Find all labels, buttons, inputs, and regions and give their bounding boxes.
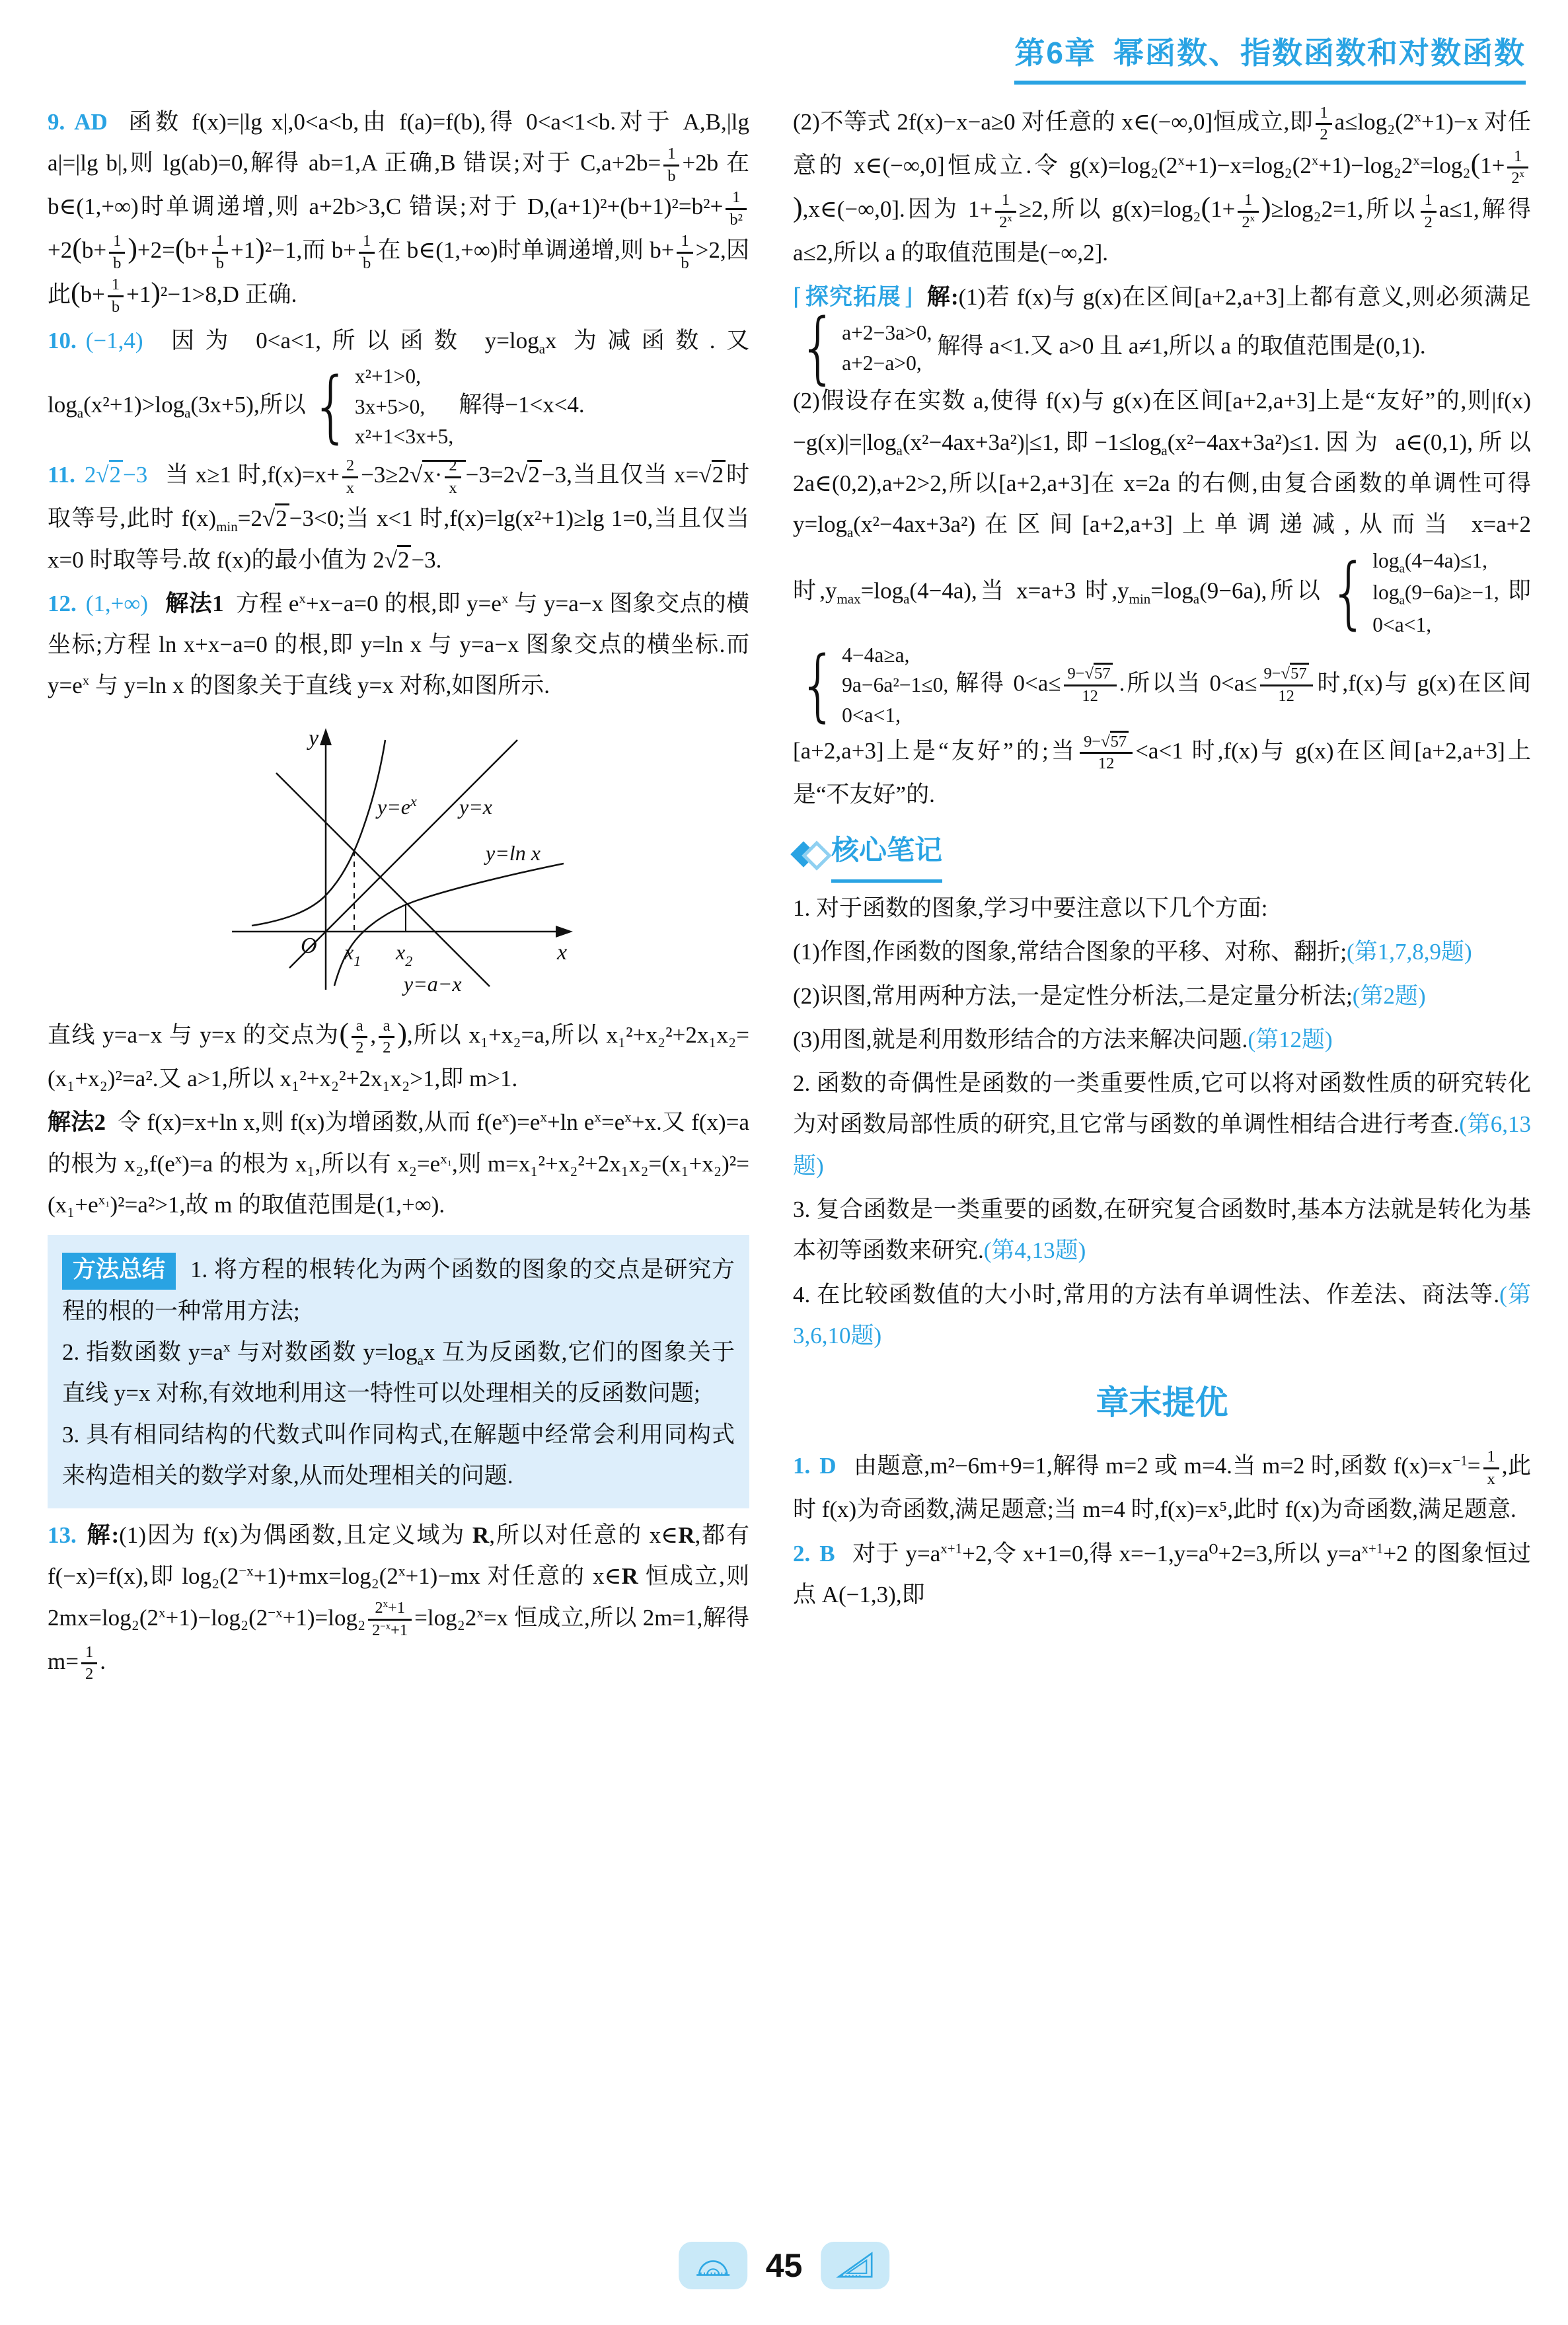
page-number: 45	[765, 2247, 803, 2284]
ce-problem-2-answer: B	[819, 1540, 835, 1567]
chapter-number: 第6章	[1014, 36, 1096, 70]
y-axis-arrow	[320, 728, 332, 745]
explore-part2: (2)假设存在实数 a,使得 f(x)与 g(x)在区间[a+2,a+3]上是“友好”的,则$|f(x)-g(x)|=|\log_a(x^2-4ax+3a^2)|\le 1$,即$-1\le\log_a(x^2-4ax+3a^2)\le 1$.因为 a∈(0,1),所以 2a∈(0,2),a+2>2,所以[a+2,a+3]在 x=2a 的右侧,由复合函数的单调性可得 $y=\log_a(x^2-4ax+3a^2)$在区间[a+2,a+3]上单调递减,从而当 x=a+2 时$,y_{max}=\log_a(4-4a)$,当 x=a+3 时$,y_{min}=\log_a(9-6a)$,所以 { $\log_a(4-4a)\le 1$, $\log_a(9-6a)\ge-1$, 0<a<1, 即 { 4−4a≥a, 9a−6a²−1≤0, 0<a<1, 解得 0<a≤ $\frac{9-√57}{12}$ .所以当 0<a≤ $\frac{9-√57}{12}$ 时,f(x)与 g(x)在区间[a+2,a+3]上是“友好”的;当 $\frac{9-√57}{12}$ <a<1 时,f(x)与 g(x)在区间[a+2,a+3]上是“不友好”的.	[793, 388, 1532, 807]
problem-13-number: 13.	[48, 1522, 77, 1549]
x2-label: $x_2$	[396, 940, 413, 969]
chapter-end-problem-2	[793, 1533, 1531, 1616]
explore-section	[793, 277, 1531, 393]
method-item-2: 2. 指数函数 $y=a^x$ 与对数函数 $y=\log_ax$ 互为反函数,它们的图象关于直线 y=x 对称,有效地利用这一特性可以处理相关的反函数问题;	[62, 1339, 735, 1407]
problem-10-number: 10.	[48, 327, 77, 353]
method-summary-label: 方法总结	[62, 1253, 176, 1289]
ce-problem-1-solution: 由题意,m²−6m+9=1,解得 m=2 或 m=4.当 m=2 时,函数 $f(x)=x^{-1}=$ $\frac{1}{x}$ ,此时 f(x)为奇函数,满足题意;当 m=4 时,f(x)=x⁵,此时 f(x)为奇函数,满足题意.	[793, 1448, 1531, 1523]
problem-12-answer: (1,+∞)	[85, 590, 149, 616]
right-column	[793, 102, 1531, 1687]
core-notes-header	[793, 826, 1531, 883]
problem-13-part2: (2)不等式 2f(x)−x−a≥0 对任意的 x∈(−∞,0]恒成立,即 $\frac{1}{2}$ $a\le\log_2(2^x+1)-x$ 对任意的 x∈(−∞,0]恒成立.令 $g(x)=\log_2(2^x+1)-x=\log_2(2^x+1)-\log_22^x=\log_2(1+$ $\frac{1}{2^x}$ ),x∈(−∞,0].因为 1+ $\frac{1}{2^x}$ ≥2,所以 g(x)=log₂(1+ $\frac{1}{2^x}$ )≥log₂2=1,所以 $\frac{1}{2}$ a≤1,解得 a≤2,所以 a 的取值范围是(−∞,2].	[793, 103, 1532, 266]
identity-line-label: y=x	[459, 794, 492, 819]
problem-11-solution: 当 x≥1 时,f(x)=x+ $\frac{2}{x}$ −3≥2√x· $\frac{2}{x}$ −3=2√2−3,当且仅当 x=√2时取等号,此时 $f(x)_{min}=2√2-3<0$;当 x<1 时,f(x)=lg(x²+1)≥lg 1=0,当且仅当 x=0 时取等号.故 f(x)的最小值为 2√2−3.	[48, 456, 749, 573]
identity-line	[289, 740, 517, 968]
problem-12-solution-2-para	[48, 1102, 749, 1226]
problem-10-answer: (−1,4)	[85, 327, 143, 353]
exp-curve	[252, 740, 385, 926]
chapter-end-title: 章末提优	[1096, 1384, 1228, 1422]
y-axis-label: y	[309, 725, 319, 751]
method-item-3: 3. 具有相同结构的代数式叫作同构式,在解题中经常会利用同构式来构造相关的数学对象,从而处理相关的问题.	[62, 1421, 735, 1489]
problem-9-solution: 函数 f(x)=|lg x|,0<a<b,由 f(a)=f(b),得 0<a<1<b.对于 A,B,|lg a|=|lg b|,则 lg(ab)=0,解得 ab=1,A 正确,B 错误;对于 C,a+2b= $\frac{1}{b}$ +2b 在 b∈(1,+∞)时单调递增,则 a+2b>3,C 错误;对于 D,(a+1)²+(b+1)²=b²+ $\frac{1}{\text{b²}}$ +2(b+ $\frac{1}{b}$ )+2=(b+ $\frac{1}{b}$ +1)²−1,而 b+ $\frac{1}{b}$ 在 b∈(1,+∞)时单调递增,则 b+ $\frac{1}{b}$ >2,因此(b+ $\frac{1}{b}$ +1)²−1>8,D 正确.	[48, 109, 749, 307]
problem-10	[48, 320, 749, 452]
solution-1-label: 解法1	[165, 590, 224, 616]
explore-label: ⌈ 探究拓展 ⌋	[793, 284, 913, 310]
problem-9	[48, 102, 749, 318]
note-item: (3)用图,就是利用数形结合的方法来解决问题.(第12题)	[793, 1026, 1333, 1052]
problem-11-number: 11.	[48, 462, 75, 488]
problem-11	[48, 455, 749, 581]
ce-problem-2-solution: 对于 $y=a^{x+1}+2$,令 x+1=0,得 x=−1,y=a⁰+2=3,所以 $y=a^{x+1}+2$ 的图象恒过点 A(−1,3),即	[793, 1539, 1531, 1607]
page-content	[0, 85, 1568, 1687]
core-notes-title: 核心笔记	[831, 826, 942, 883]
origin-label: O	[301, 933, 317, 958]
chapter-title	[1014, 29, 1526, 85]
a-minus-x-label: y=a−x	[404, 971, 462, 996]
function-graph-figure	[213, 714, 583, 1011]
problem-12-number: 12.	[48, 590, 77, 616]
problem-13	[48, 1515, 749, 1685]
note-item: 2. 函数的奇偶性是函数的一类重要性质,它可以将对函数性质的研究转化为对函数局部性质的研究,且它常与函数的单调性相结合进行考查.(第6,13题)	[793, 1070, 1531, 1179]
note-item: (2)识图,常用两种方法,一是定性分析法,二是定量分析法;(第2题)	[793, 982, 1426, 1009]
problem-10-solution: 因为 0<a<1,所以函数 $y=\log_ax$ 为减函数.又 $\log_a(x^2+1)>\log_a(3x+5)$,所以 { x²+1>0, 3x+5>0, x²+1<3x+5, 解得−1<x<4.	[48, 327, 749, 452]
page-footer	[679, 2242, 890, 2289]
page-header	[0, 0, 1568, 85]
problem-12-solution-1: 方程 $e^x+x-a=0$ 的根,即 $y=e^x$ 与 y=a−x 图象交点的横坐标;方程 ln x+x−a=0 的根,即 y=ln x 与 y=a−x 图象交点的横坐标.而 $y=e^x$ 与 y=ln x 的图象关于直线 y=x 对称,如图所示.	[48, 590, 749, 699]
chapter-name: 幂函数、指数函数和对数函数	[1113, 36, 1526, 70]
method-summary-box	[48, 1235, 749, 1508]
problem-12-middle: 直线 y=a−x 与 y=x 的交点为( $\frac{a}{2}$ , $\frac{a}{2}$ ),所以 x₁+x₂=a,所以 x₁²+x₂²+2x₁x₂=(x₁+x₂)²=a².又 a>1,所以 x₁²+x₂²+2x₁x₂>1,即 m>1.	[48, 1016, 749, 1092]
problem-12	[48, 583, 749, 707]
exp-curve-label: $y=e^x$	[377, 792, 417, 819]
note-item: 1. 对于函数的图象,学习中要注意以下几个方面:	[793, 895, 1268, 921]
left-column	[48, 102, 749, 1687]
diamond-icon	[793, 839, 823, 869]
chapter-end-problem-1	[793, 1446, 1531, 1530]
function-graph-svg	[213, 714, 583, 998]
ce-problem-2-number: 2.	[793, 1540, 811, 1567]
note-item: 4. 在比较函数值的大小时,常用的方法有单调性法、作差法、商法等.(第3,6,10题)	[793, 1281, 1532, 1348]
set-square-icon	[821, 2242, 889, 2289]
ce-problem-1-answer: D	[819, 1453, 837, 1479]
ln-curve-label: y=ln x	[486, 840, 541, 865]
ln-curve	[334, 864, 564, 986]
explore-part1: 解:(1)若 f(x)与 g(x)在区间[a+2,a+3]上都有意义,则必须满足 { a+2−3a>0, a+2−a>0, 解得 a<1.又 a>0 且 a≠1,所以 a 的取值范围是(0,1).	[798, 283, 1531, 393]
protractor-icon	[679, 2242, 747, 2289]
problem-12-solution-2: 令 f(x)=x+ln x,则 f(x)为增函数,从而 $f(e^x)=e^x+\ln$ $e^x=e^x+x$.又 f(x)=a 的根为 $x_2,f(e^x)=a$ 的根为 x₁,所以有 $x_2=e^{x_1}$,则 $m=x_1^2+x_2^2+2x_1x_2=(x_1+x_2)^2=(x_1+e^{x_1})^2=a^2>1$,故 m 的取值范围是(1,+∞).	[48, 1109, 749, 1218]
solution-2-label: 解法2	[48, 1109, 106, 1136]
problem-9-number: 9.	[48, 109, 65, 135]
x1-label: $x_1$	[344, 940, 361, 969]
problem-11-answer: 2√2−3	[85, 462, 147, 488]
x-axis-label: x	[557, 940, 568, 965]
method-item-1	[62, 1249, 735, 1332]
ce-problem-1-number: 1.	[793, 1453, 811, 1479]
problem-13-solution: 解:(1)因为 f(x)为偶函数,且定义域为 R,所以对任意的 x∈R,都有 f(−x)=f(x),即 $\log_2(2^{-x}+1)+mx=\log_2(2^x+1)-mx$ 对任意的 x∈R 恒成立,则 $2mx=\log_2(2^x+1)-\log_2(2^{-x}+1)=\log_2$ $\frac{2^x+1}{2^{-x}+1}$ $=\log_22^x=x$ 恒成立,所以 2m=1,解得 m= $\frac{1}{2}$ .	[48, 1522, 749, 1674]
x-axis-arrow	[556, 926, 573, 938]
note-item: (1)作图,作函数的图象,常结合图象的平移、对称、翻折;(第1,7,8,9题)	[793, 939, 1472, 965]
method-item-1-text: 1. 将方程的根转化为两个函数的图象的交点是研究方程的根的一种常用方法;	[62, 1257, 735, 1324]
note-item: 3. 复合函数是一类重要的函数,在研究复合函数时,基本方法就是转化为基本初等函数来研究.(第4,13题)	[793, 1197, 1531, 1264]
problem-9-answer: AD	[74, 109, 108, 135]
